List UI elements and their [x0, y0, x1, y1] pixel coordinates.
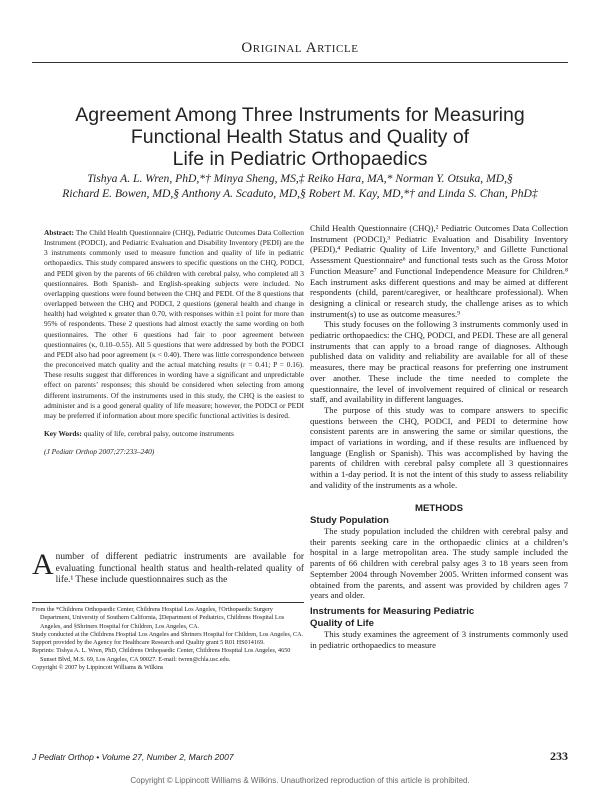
keywords: [44, 429, 304, 439]
paragraph: Child Health Questionnaire (CHQ),² Pediatric Outcomes Data Collection Instrument (PODCI),³ Pediatric Evaluation and Disability Inventory (PEDI),⁴ Pediatric Quality of Life Inventory,⁵ and Gillette Functional Assessment Questionnaire⁶ and functional tests such as the Gross Motor Function Measure⁷ and Functional Independence Measure for Children.⁸ Each instrument asks different questions and may be aimed at different respondents (child, parent/caregiver, or healthcare professional). When designing a clinical or research study, the challenge arises as to which instrument(s) to use as outcome measures.⁹: [310, 223, 568, 319]
header-rule: [32, 62, 568, 63]
author-list: [40, 171, 560, 201]
intro-paragraph: [32, 548, 304, 587]
abstract: [44, 228, 304, 457]
footnotes: [32, 606, 304, 672]
journal-info: J Pediatr Orthop • Volume 27, Number 2, March 2007: [32, 752, 234, 762]
study-population-heading: Study Population: [310, 514, 389, 526]
footnote-rule: [32, 602, 304, 603]
title-line: Functional Health Status and Quality of: [130, 126, 470, 148]
copyright-notice: Copyright © Lippincott Williams & Wilkins. Unauthorized reproduction of this article is prohibited.: [130, 776, 470, 785]
instruments-heading: Instruments for Measuring Pediatric Quality of Life: [310, 606, 475, 629]
abstract-body: [44, 228, 304, 421]
drop-cap: A: [32, 548, 54, 581]
author-line: Richard E. Bowen, MD,§ Anthony A. Scaduto, MD,§ Robert M. Kay, MD,*† and Linda S. Chan, PhD‡: [62, 187, 538, 200]
paragraph: The purpose of this study was to compare answers to specific questions between the CHQ, PODCI, and PEDI to determine how consistent parents are in answering the same or similar questions, the impact of variations in wording, and if these results are influenced by language (English or Spanish). This was accomplished by having the parents of children with cerebral palsy complete all 3 questionnaires within a 1-day period. It is not the intent of this study to assess reliability and validity of the instruments as a whole.: [310, 404, 568, 490]
intro-text: number of different pediatric instruments are available for evaluating functional health status and health-related quality of life.¹ These include questionnaires such as the: [55, 552, 304, 586]
author-line: Tishya A. L. Wren, PhD,*† Minya Sheng, MS,‡ Reiko Hara, MA,* Norman Y. Otsuka, MD,§: [87, 172, 513, 185]
section-label: Original Article: [241, 40, 359, 56]
page-number: 233: [550, 749, 568, 763]
citation: (J Pediatr Orthop 2007;27:233–240): [44, 447, 155, 457]
keywords-text: quality of life, cerebral palsy, outcome instruments: [83, 428, 234, 438]
paragraph: The study population included the children with cerebral palsy and their parents seeking care in the orthopaedic clinics at a children’s hospital in a large metropolitan area. The study sample included the parents of 66 children with cerebral palsy ages 3 to 18 years seen from September 2004 through November 2005. Written informed consent was obtained from the parents, and assent was provided by children ages 7 years and older.: [310, 526, 568, 601]
footnote: Study conducted at the Childrens Hospital Los Angeles and Shriners Hospital for Children, Los Angeles, CA.: [32, 630, 304, 638]
paragraph: This study focuses on the following 3 instruments commonly used in pediatric orthopaedics: the CHQ, PODCI, and PEDI. These are all general instruments that can apply to a broad range of diagnoses. Although published data on validity and reliability are available for all of these measures, there may be practical reasons for preferring one instrument over another. These include the time needed to complete the questionnaire, the level of involvement required of clinical or research staff, and availability in different languages.: [310, 319, 568, 405]
article-title: [40, 104, 560, 170]
keywords-label: Key Words:: [44, 428, 82, 438]
footnote: From the *Childrens Orthopaedic Center, Childrens Hospital Los Angeles, †Orthopaedic Surgery Department, University of Southern California, ‡Department of Pediatrics, Childrens Hospital Los Angeles, and §Shriners Hospital for Children, Los Angeles, CA.: [32, 606, 285, 630]
title-line: Agreement Among Three Instruments for Measuring: [75, 104, 525, 126]
footnote: Copyright © 2007 by Lippincott Williams & Wilkins: [32, 664, 164, 672]
paragraph: This study examines the agreement of 3 instruments commonly used in pediatric orthopaedics to measure: [310, 629, 568, 650]
methods-heading: METHODS: [415, 502, 463, 514]
footnote: Reprints: Tishya A. L. Wren, PhD, Childrens Orthopaedic Center, Childrens Hospital Los Angeles, 4650 Sunset Blvd, M.S. 69, Los Angeles, CA 90027. E-mail: twren@chla.usc.edu.: [32, 647, 291, 663]
footnote: Support provided by the Agency for Healthcare Research and Quality grant 5 R01 HS014169.: [32, 639, 265, 647]
abstract-label: Abstract:: [44, 228, 74, 237]
right-column: [310, 223, 568, 650]
title-line: Life in Pediatric Orthopaedics: [172, 148, 428, 170]
abstract-text: The Child Health Questionnaire (CHQ), Pediatric Outcomes Data Collection Instrument (PODCI), and Pediatric Evaluation and Disability Inventory (PEDI) are the 3 instruments commonly used to measure function and quality of life in pediatric orthopaedics. This study compared answers to specific questions on the CHQ, PODCI, and PEDI given by the parents of 66 children with cerebral palsy, who completed all 3 questionnaires. Both Spanish- and English-speaking subjects were included. No overlapping questions were found between the CHQ and PEDI. Of the 8 questions that overlapped between the CHQ and PODCI, 2 questions (general health and change in health) had weighted κ greater than 0.70, with responses within ±1 point for more than 95% of respondents. These 2 questions had almost exactly the same wording on both questionnaires. The other 6 questions had fair to poor agreement between questionnaires (κ, 0.10–0.55). All 5 questions that were addressed by both the PODCI and PEDI also had poor agreement (κ < 0.40). There was little correspondence between the preconceived match quality and the actual matching results (r = 0.41; P = 0.16). These results suggest that differences in wording have a significant and unpredictable effect on parents’ responses; this should be considered when selecting from among different instruments. Of the instruments used in this study, the CHQ is the easiest to administer and is a good general quality of life measure; however, the PODCI or PEDI may be preferred if information about more specific functional activities is desired.: [44, 228, 304, 420]
